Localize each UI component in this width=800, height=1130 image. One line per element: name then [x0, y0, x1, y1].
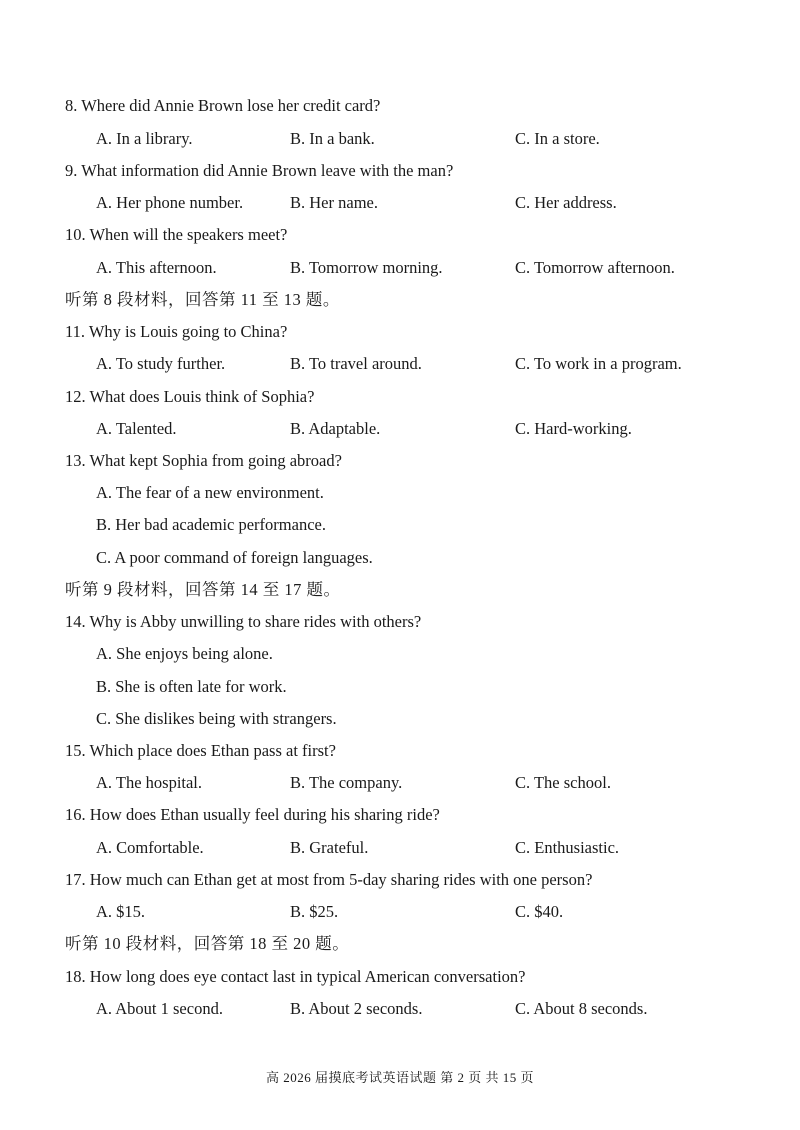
option-c: C. To work in a program.	[515, 354, 682, 373]
section-heading-9: 听第 9 段材料，回答第 14 至 17 题。	[65, 580, 341, 599]
option-b: B. She is often late for work.	[96, 677, 287, 696]
question-8: 8. Where did Annie Brown lose her credit card?	[65, 96, 381, 115]
option-b: B. About 2 seconds.	[290, 999, 423, 1018]
option-b: B. In a bank.	[290, 129, 375, 148]
question-10: 10. When will the speakers meet?	[65, 225, 288, 244]
question-16: 16. How does Ethan usually feel during his sharing ride?	[65, 805, 440, 824]
option-b: B. Tomorrow morning.	[290, 258, 443, 277]
option-c: C. In a store.	[515, 129, 600, 148]
option-a: A. Her phone number.	[96, 193, 244, 212]
question-9: 9. What information did Annie Brown leave with the man?	[65, 161, 454, 180]
question-12: 12. What does Louis think of Sophia?	[65, 387, 315, 406]
option-a: A. Comfortable.	[96, 838, 204, 857]
option-a: A. To study further.	[96, 354, 226, 373]
option-a: A. About 1 second.	[96, 999, 223, 1018]
option-c: C. Tomorrow afternoon.	[515, 258, 675, 277]
option-c: C. Her address.	[515, 193, 617, 212]
option-b: B. Grateful.	[290, 838, 369, 857]
option-a: A. She enjoys being alone.	[96, 644, 273, 663]
option-a: A. The hospital.	[96, 773, 203, 792]
option-c: C. Enthusiastic.	[515, 838, 620, 857]
option-c: C. A poor command of foreign languages.	[96, 548, 373, 567]
option-b: B. Adaptable.	[290, 419, 381, 438]
option-a: A. Talented.	[96, 419, 177, 438]
question-14: 14. Why is Abby unwilling to share rides with others?	[65, 612, 422, 631]
option-b: B. To travel around.	[290, 354, 422, 373]
option-b: B. $25.	[290, 902, 339, 921]
page-footer: 高 2026 届摸底考试英语试题 第 2 页 共 15 页	[265, 1070, 534, 1085]
option-b: B. Her bad academic performance.	[96, 515, 326, 534]
option-c: C. The school.	[515, 773, 611, 792]
option-a: A. The fear of a new environment.	[96, 483, 324, 502]
question-17: 17. How much can Ethan get at most from 5-day sharing rides with one person?	[65, 870, 593, 889]
section-heading-10: 听第 10 段材料，回答第 18 至 20 题。	[65, 934, 350, 953]
question-18: 18. How long does eye contact last in typical American conversation?	[65, 967, 526, 986]
option-a: A. This afternoon.	[96, 258, 217, 277]
option-c: C. She dislikes being with strangers.	[96, 709, 337, 728]
option-c: C. About 8 seconds.	[515, 999, 648, 1018]
section-heading-8: 听第 8 段材料，回答第 11 至 13 题。	[65, 290, 340, 309]
option-a: A. $15.	[96, 902, 146, 921]
question-15: 15. Which place does Ethan pass at first?	[65, 741, 336, 760]
option-c: C. $40.	[515, 902, 564, 921]
question-11: 11. Why is Louis going to China?	[65, 322, 288, 341]
option-c: C. Hard-working.	[515, 419, 632, 438]
option-a: A. In a library.	[96, 129, 193, 148]
option-b: B. The company.	[290, 773, 403, 792]
question-13: 13. What kept Sophia from going abroad?	[65, 451, 342, 470]
option-b: B. Her name.	[290, 193, 378, 212]
